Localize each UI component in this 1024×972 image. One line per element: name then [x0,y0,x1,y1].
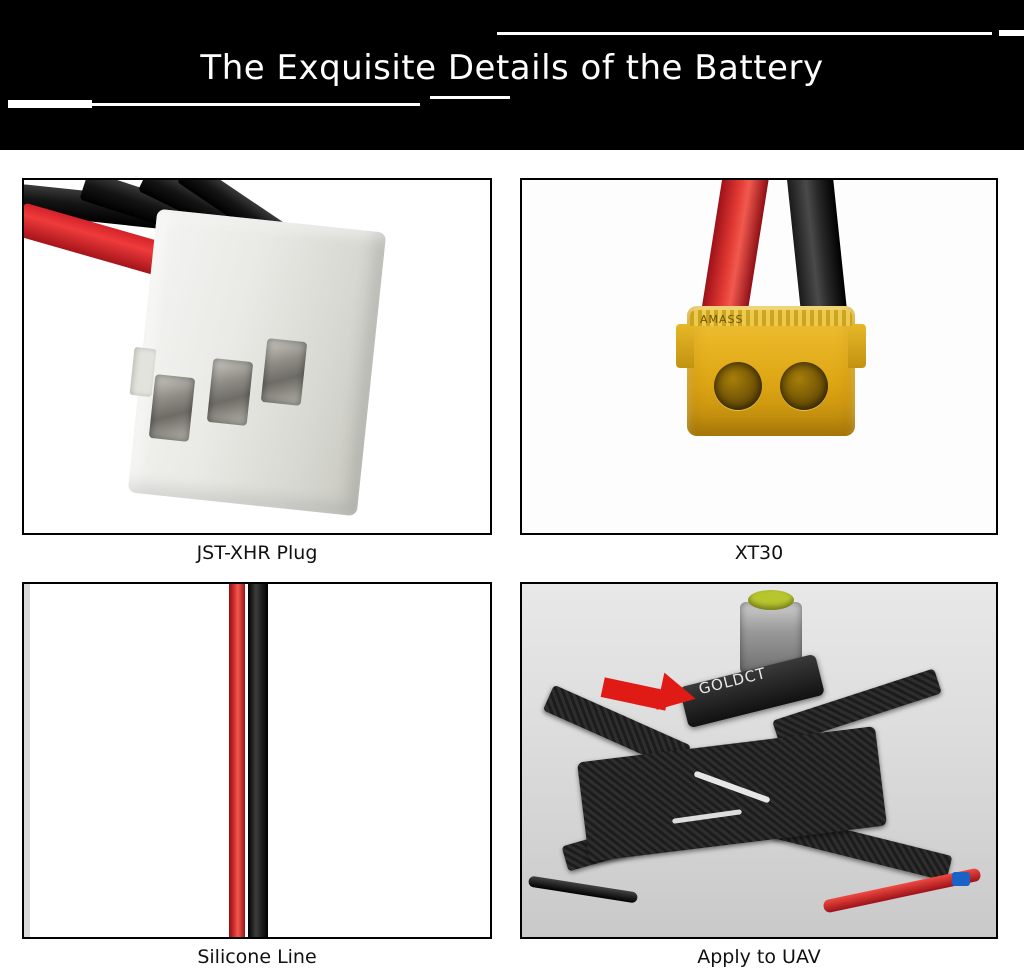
battery-strap-text: GOLDCT [696,663,769,699]
header-banner [0,0,1024,150]
page-title: The Exquisite Details of the Battery [200,48,824,88]
caption-silicone-line: Silicone Line [197,946,317,968]
photo-xt30 [522,180,996,533]
red-silicone-wire [229,584,245,937]
connector-brand-text: AMASS [700,313,744,326]
connector-socket [780,362,828,410]
photo-silicone-line [24,584,490,937]
photo-jst-xhr-plug [24,180,490,533]
blue-component [952,872,970,886]
photo-frame-xt30 [520,178,998,535]
arrow-head [656,673,699,718]
caption-jst-xhr-plug: JST-XHR Plug [196,542,318,564]
panel-xt30 [520,178,998,568]
decorative-rule-top-long [497,32,992,35]
caption-apply-to-uav: Apply to UAV [697,946,821,968]
connector-socket [714,362,762,410]
decorative-rule-bottom-thick [8,100,92,108]
caption-xt30: XT30 [734,542,784,564]
black-silicone-wire [248,584,268,937]
red-lead [701,178,770,323]
connector-side-tab-left [676,324,694,368]
photo-apply-to-uav [522,584,996,937]
black-lead [786,178,847,322]
panel-jst-xhr-plug [22,178,492,568]
connector-pin [207,358,253,426]
photo-grid [0,150,1024,972]
connector-housing [128,209,387,516]
decorative-rule-top-short [999,30,1024,36]
annotation-arrow-icon [602,676,706,710]
photo-frame-jst-xhr-plug [22,178,492,535]
connector-pin [149,374,195,442]
panel-apply-to-uav [520,582,998,972]
photo-frame-apply-to-uav [520,582,998,939]
decorative-rule-mid [430,96,510,99]
photo-left-edge [24,584,30,937]
photo-frame-silicone-line [22,582,492,939]
drone-motor-cap [748,590,794,610]
decorative-rule-bottom-long [92,103,420,106]
battery-black-lead [528,875,638,903]
connector-side-tab-right [848,324,866,368]
panel-silicone-line [22,582,492,972]
connector-pin [261,338,307,406]
